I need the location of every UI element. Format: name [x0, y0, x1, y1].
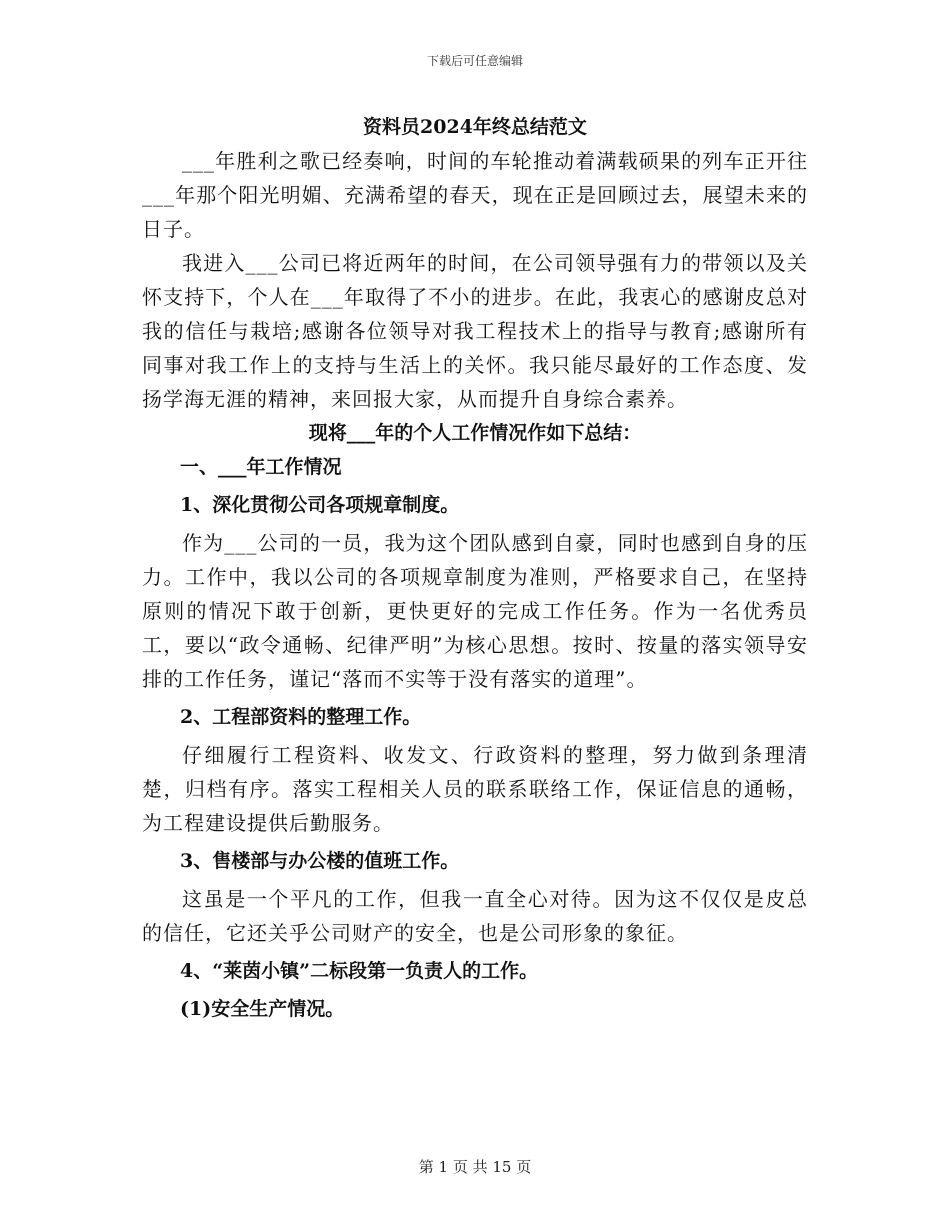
item-4-heading: 4、“莱茵小镇”二标段第一负责人的工作。 — [180, 960, 539, 982]
item-2-text: 仔细履行工程资料、收发文、行政资料的整理，努力做到条理清楚，归档有序。落实工程相关人员的联系联络工作，保证信息的通畅，为工程建设提供后勤服务。 — [142, 743, 808, 835]
item-2-heading: 2、工程部资料的整理工作。 — [180, 706, 422, 728]
item-1-text: 作为___公司的一员，我为这个团队感到自豪，同时也感到自身的压力。工作中，我以公司的各项规章制度为准则，严格要求自己，在坚持原则的情况下敢于创新，更快更好的完成工作任务。作为一名优秀员工，要以“政令通畅、纪律严明”为核心思想。按时、按量的落实领导安排的工作任务，谨记“落而不实等于没有落实的道理”。 — [142, 531, 808, 691]
section-one-heading: 一、___年工作情况 — [180, 456, 342, 478]
subitem-safety-heading: (1)安全生产情况。 — [180, 998, 345, 1020]
item-1-heading: 1、深化贯彻公司各项规章制度。 — [180, 494, 460, 516]
page-header-note: 下载后可任意编辑 — [426, 54, 523, 68]
intro-paragraph-2: 我进入___公司已将近两年的时间，在公司领导强有力的带领以及关怀支持下，个人在___年取得了不小的进步。在此，我衷心的感谢皮总对我的信任与栽培;感谢各位领导对我工程技术上的指导与教育;感谢所有同事对我工作上的支持与生活上的关怀。我只能尽最好的工作态度、发扬学海无涯的精神，来回报大家，从而提升自身综合素养。 — [142, 251, 808, 411]
document-title: 资料员2024年终总结范文 — [363, 116, 587, 138]
page-number: 第 1 页 共 15 页 — [418, 1158, 532, 1176]
document-body — [142, 112, 808, 1030]
summary-heading: 现将___年的个人工作情况作如下总结： — [308, 422, 642, 444]
item-3-heading: 3、售楼部与办公楼的值班工作。 — [180, 850, 460, 872]
intro-paragraph-1: ___年胜利之歌已经奏响，时间的车轮推动着满载硕果的列车正开往___年那个阳光明媚、充满希望的春天，现在正是回顾过去，展望未来的日子。 — [142, 149, 808, 241]
item-3-text: 这虽是一个平凡的工作，但我一直全心对待。因为这不仅仅是皮总的信任，它还关乎公司财产的安全，也是公司形象的象征。 — [142, 887, 808, 945]
